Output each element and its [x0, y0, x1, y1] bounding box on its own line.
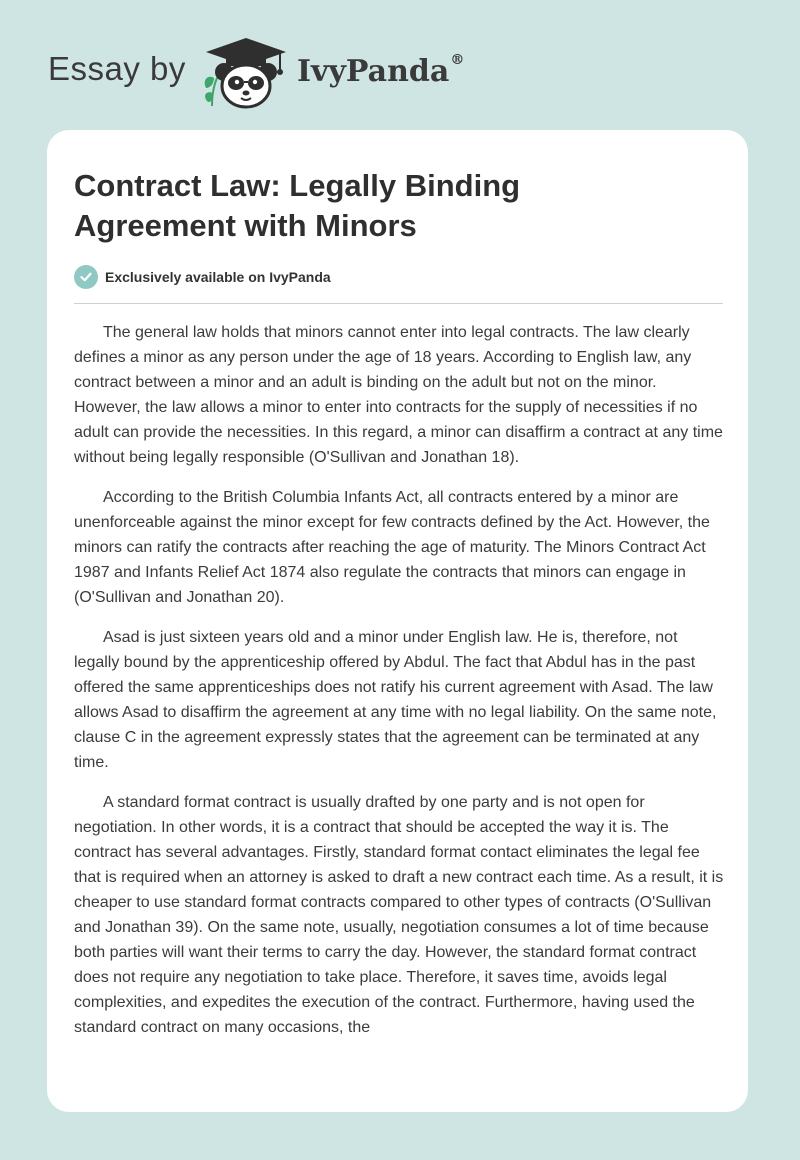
exclusive-badge-label: Exclusively available on IvyPanda — [105, 269, 331, 285]
page-title: Contract Law: Legally Binding Agreement with Minors — [74, 168, 521, 243]
paragraph: The general law holds that minors cannot enter into legal contracts. The law clearly defines a minor as any person under the age of 18 years. According to English law, any contract between a minor and an adult is binding on the adult but not on the minor. However, the law allows a minor to enter into contracts for the supply of necessities if no adult can provide the necessities. In this regard, a minor can disaffirm a contract at any time without being legally responsible (O'Sullivan and Jonathan 18). — [74, 324, 723, 466]
checkmark-icon — [74, 265, 98, 289]
brand-name[interactable] — [297, 54, 464, 89]
paragraph: According to the British Columbia Infants Act, all contracts entered by a minor are unenforceable against the minor except for few contracts defined by the Act. However, the minors can ratify the contracts after reaching the age of maturity. The Minors Contract Act 1987 and Infants Relief Act 1874 also regulate the contracts that minors can engage in (O'Sullivan and Jonathan 20). — [74, 489, 710, 606]
article-body — [74, 320, 726, 1055]
article-card — [47, 130, 748, 1112]
essay-by-label: Essay by — [48, 50, 186, 87]
site-header — [48, 30, 748, 110]
ivypanda-logo-icon[interactable] — [200, 36, 292, 110]
registered-mark: ® — [450, 52, 465, 68]
paragraph: A standard format contract is usually drafted by one party and is not open for negotiation. In other words, it is a contract that should be accepted the way it is. The contract has several advantages. Firstly, standard format contact eliminates the legal fee that is required when an attorney is asked to draft a new contract each time. As a result, it is cheaper to use standard format contracts compared to other types of contracts (O'Sullivan and Jonathan 39). On the same note, usually, negotiation consumes a lot of time because both parties will want their terms to carry the day. However, the standard format contract does not require any negotiation to take place. Therefore, it saves time, avoids legal complexities, and expedites the execution of the contract. Furthermore, having used the standard contract on many occasions, the — [74, 794, 724, 1036]
exclusive-badge — [74, 264, 331, 290]
paragraph: Asad is just sixteen years old and a minor under English law. He is, therefore, not legally bound by the apprenticeship offered by Abdul. The fact that Abdul has in the past offered the same apprenticeships does not ratify his current agreement with Asad. The law allows Asad to disaffirm the agreement at any time with no legal liability. On the same note, clause C in the agreement expressly states that the agreement can be terminated at any time. — [74, 629, 717, 771]
brand-name-text: IvyPanda — [297, 54, 450, 89]
divider — [74, 303, 723, 304]
